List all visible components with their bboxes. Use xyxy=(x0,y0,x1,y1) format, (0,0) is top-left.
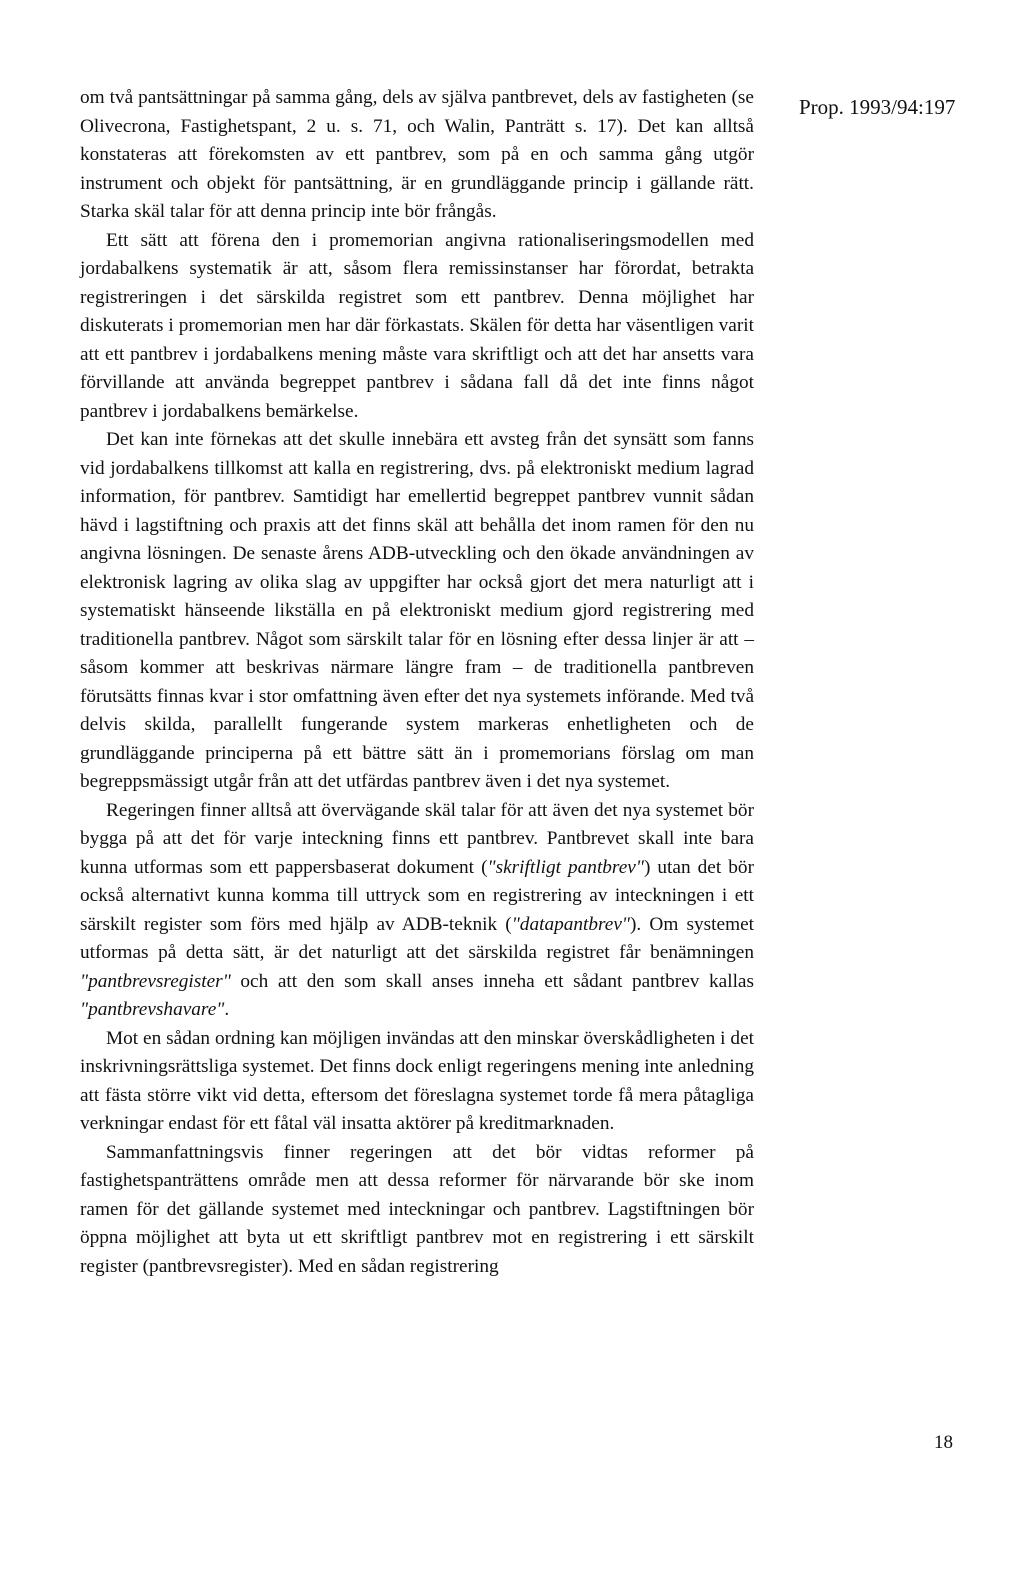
paragraph-4-text-d: och att den som skall anses inneha ett sådant pantbrev kallas xyxy=(230,970,754,992)
paragraph-6-text: Sammanfattningsvis finner regeringen att det bör vidtas reformer på fastighetspanträttens område men att dessa reformer för närvarande bör ske inom ramen för det gällande systemet med inteckningar och pantbrev. Lagstiftningen bör öppna möjlighet att byta ut ett skriftligt pantbrev mot en registrering i ett särskilt register (pantbrevsregister). Med en sådan registrering xyxy=(80,1141,754,1277)
term-datapantbrev: "datapantbrev" xyxy=(511,913,630,935)
paragraph-3 xyxy=(80,426,754,797)
paragraph-4-text-b: ) utan det bör också alternativt kunna komma till uttryck som en registrering av inteckningen i ett särskilt register som förs med hjälp av ADB-teknik ( xyxy=(80,856,754,935)
term-pantbrevshavare: "pantbrevshavare" xyxy=(80,999,225,1020)
paragraph-2 xyxy=(80,227,754,427)
term-skriftligt-pantbrev: "skriftligt pantbrev" xyxy=(487,856,644,878)
page-number: 18 xyxy=(934,1432,953,1453)
body-text xyxy=(80,84,754,1281)
paragraph-3-text: Det kan inte förnekas att det skulle innebära ett avsteg från det synsätt som fanns vid jordabalkens tillkomst att kalla en registrering, dvs. på elektroniskt medium lagrad information, för pantbrev. Samtidigt har emellertid begreppet pantbrev vunnit sådan hävd i lagstiftning och praxis att det finns skäl att behålla det inom ramen för den nu angivna lösningen. De senaste årens ADB-utveckling och den ökade användningen av elektronisk lagring av olika slag av uppgifter har också gjort det mera naturligt att i systematiskt hänseende likställa en på elektroniskt medium gjord registrering med traditionella pantbrev. Något som särskilt talar för en lösning efter dessa linjer är att – såsom kommer att beskrivas närmare längre fram – de traditionella pantbreven förutsätts finnas kvar i stor omfattning även efter det nya systemets införande. Med två delvis skilda, parallellt fungerande system markeras enhetligheten och de grundläggande principerna på ett bättre sätt än i promemorians förslag om man begreppsmässigt utgår från att det utfärdas pantbrev även i det nya systemet. xyxy=(80,429,754,792)
paragraph-4-text-a: Regeringen finner alltså att övervägande skäl talar för att även det nya systemet bör bygga på att det för varje inteckning finns ett pantbrev. Pantbrevet skall inte bara kunna utformas som ett pappersbaserat dokument ( xyxy=(80,799,754,878)
term-pantbrevsregister: "pantbrevsregister" xyxy=(80,970,231,992)
paragraph-1-text: om två pantsättningar på samma gång, dels av själva pantbrevet, dels av fastigheten (se Olivecrona, Fastighetspant, 2 u. s. 71, och Walin, Panträtt s. 17). Det kan alltså konstateras att förekomsten av ett pantbrev, som på en och samma gång utgör instrument och objekt för pantsättning, är en grundläggande princip i gällande rätt. Starka skäl talar för att denna princip inte bör frångås. xyxy=(80,87,754,222)
paragraph-1 xyxy=(80,84,754,227)
paragraph-4 xyxy=(80,797,754,1025)
paragraph-2-text: Ett sätt att förena den i promemorian angivna rationaliseringsmodellen med jordabalkens systematik är att, såsom flera remissinstanser har förordat, betrakta registreringen i det särskilda registret som ett pantbrev. Denna möjlighet har diskuterats i promemorian men har där förkastats. Skälen för detta har väsentligen varit att ett pantbrev i jordabalkens mening måste vara skriftligt och att det har ansetts vara förvillande att använda begreppet pantbrev i sådana fall då det inte finns något pantbrev i jordabalkens bemärkelse. xyxy=(80,229,754,422)
paragraph-4-text-c: ). Om systemet utformas på detta sätt, är det naturligt att det särskilda registret får benämningen xyxy=(80,913,754,963)
paragraph-5 xyxy=(80,1025,754,1139)
paragraph-5-text: Mot en sådan ordning kan möjligen invändas att den minskar överskådligheten i det inskrivningsrättsliga systemet. Det finns dock enligt regeringens mening inte anledning att fästa större vikt vid detta, eftersom det föreslagna systemet torde få mera påtagliga verkningar endast för ett fåtal väl insatta aktörer på kreditmarknaden. xyxy=(80,1027,754,1134)
paragraph-4-text-e: . xyxy=(224,999,230,1020)
document-reference: Prop. 1993/94:197 xyxy=(799,95,956,119)
paragraph-6 xyxy=(80,1139,754,1282)
